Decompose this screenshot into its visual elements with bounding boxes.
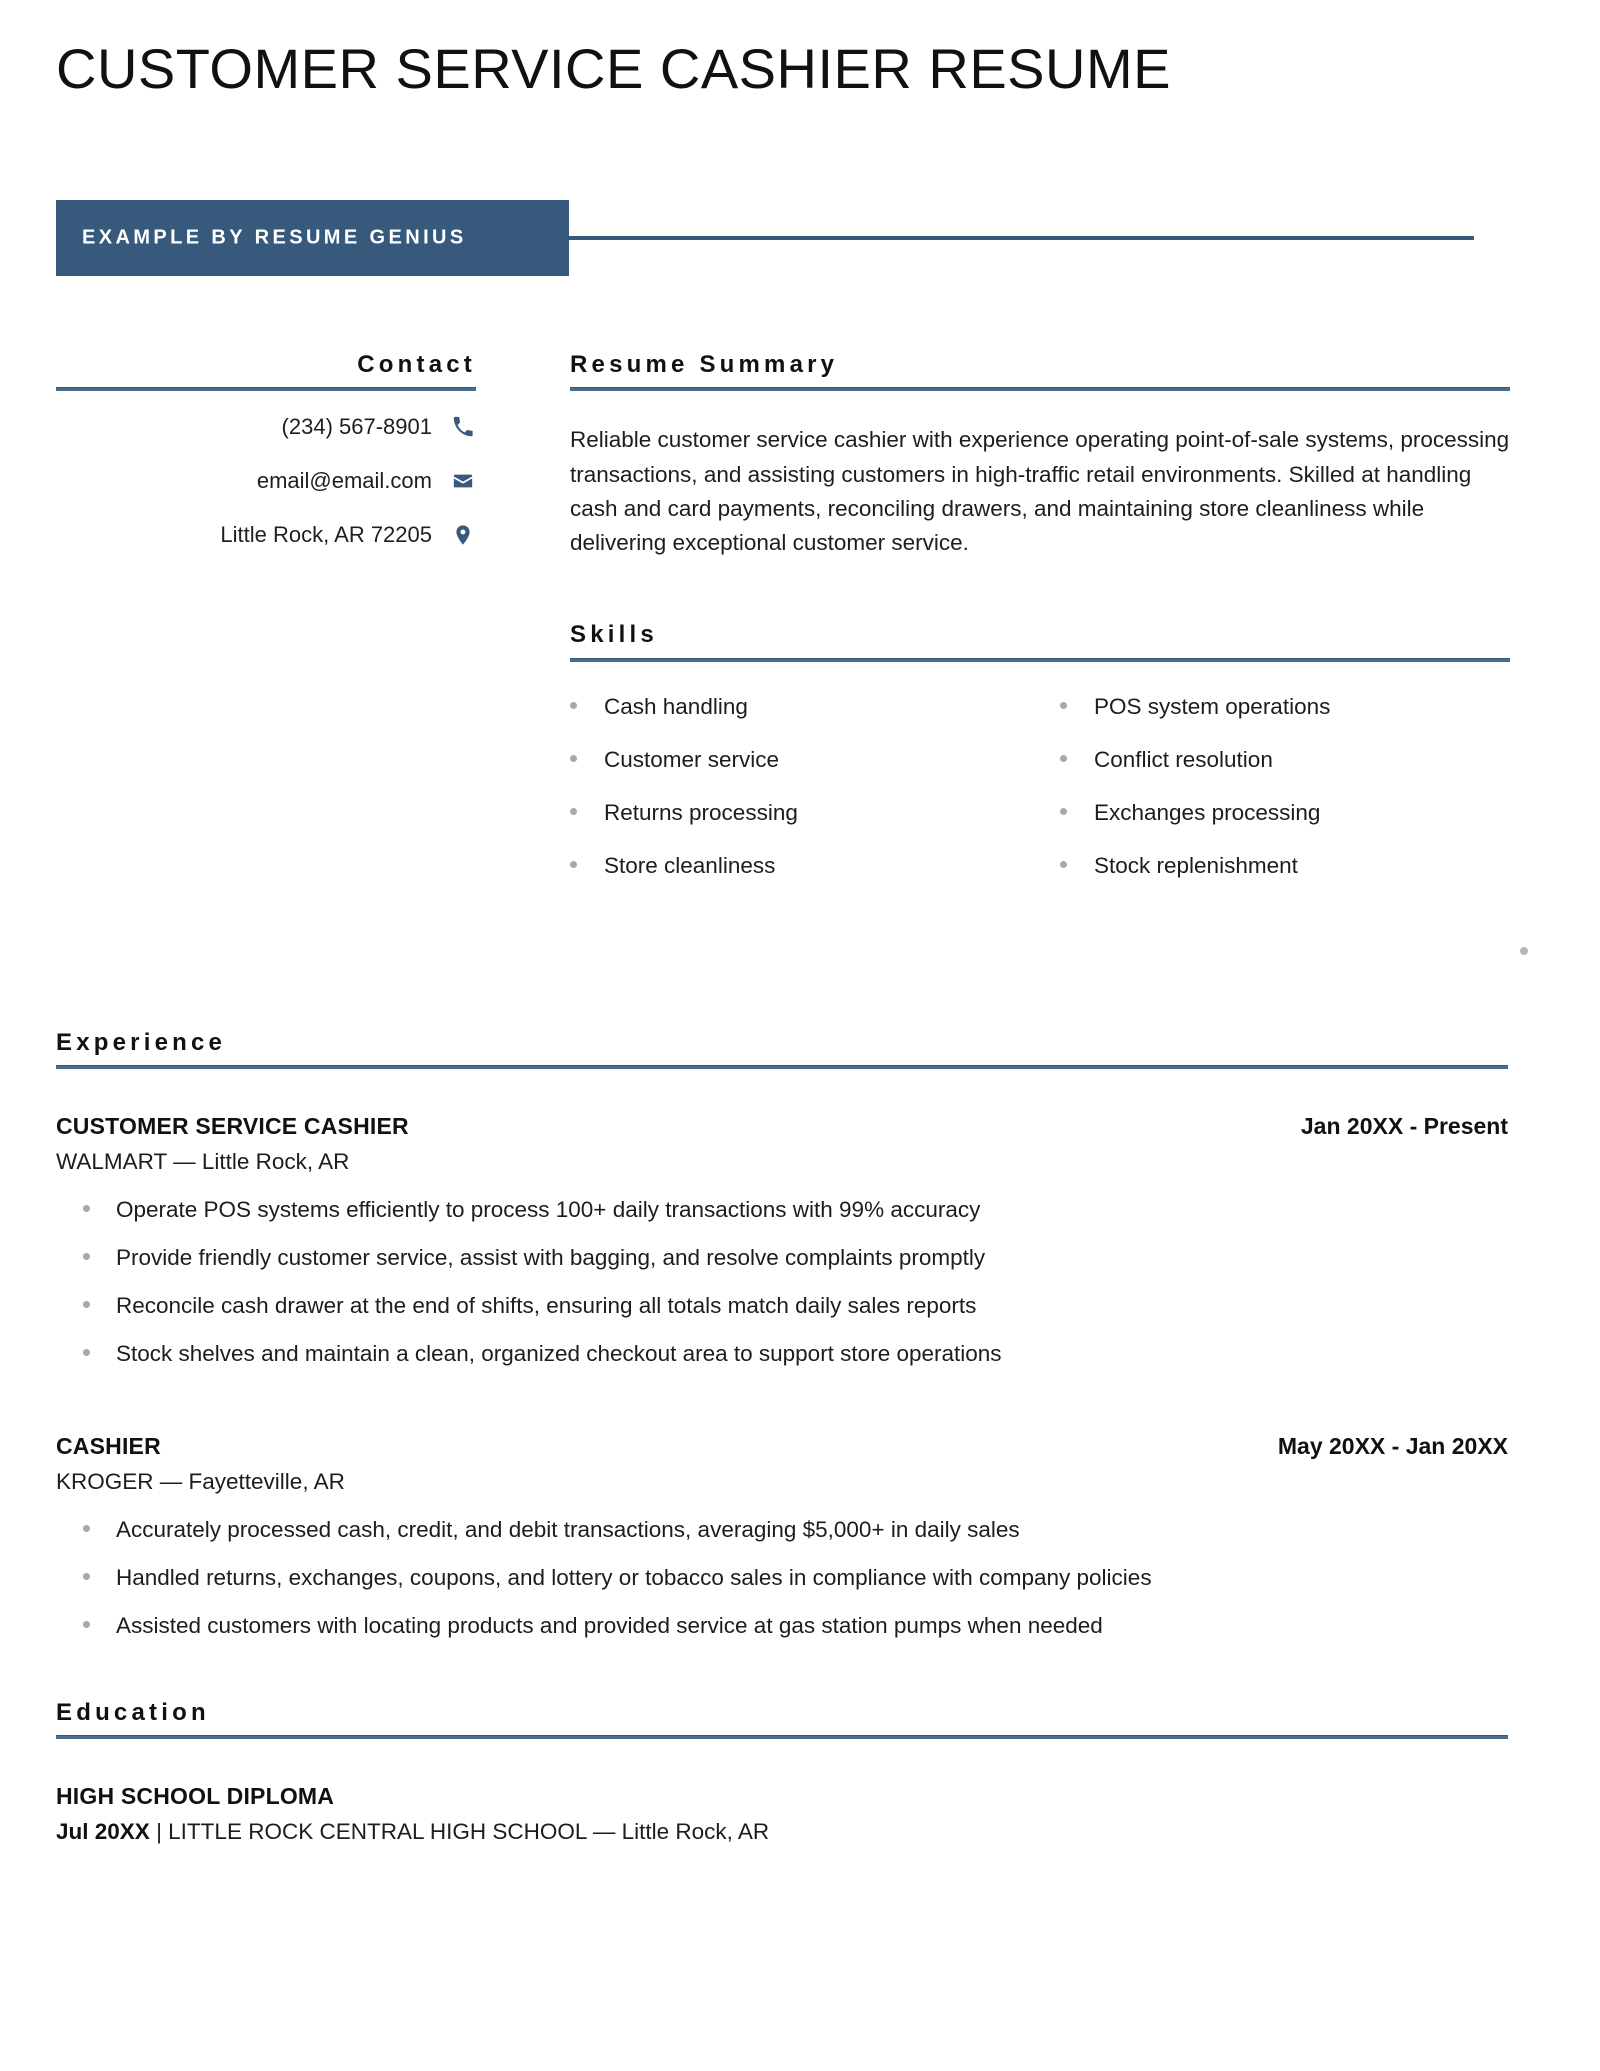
skills-heading: Skills [570, 621, 658, 649]
skill-item [570, 747, 1020, 800]
skills-divider [570, 658, 1510, 662]
contact-list [56, 413, 476, 549]
bullet-dot-icon [83, 1205, 90, 1212]
education-heading: Education [56, 1699, 210, 1726]
job-bullets [56, 1517, 1508, 1661]
education-entry [56, 1783, 1508, 1845]
byline-label: EXAMPLE BY RESUME GENIUS [82, 226, 467, 249]
summary-text: Reliable customer service cashier with experience operating point-of-sale systems, processing transactions, and assisting customers in high-traffic retail environments. Skilled at handling cash and card payments, reconciling drawers, and maintaining store cleanliness while delivering exceptional customer service. [570, 427, 1510, 555]
contact-heading: Contact [357, 351, 476, 378]
education-separator: | [149, 1819, 169, 1845]
summary-section [570, 352, 1510, 560]
summary-divider [570, 387, 1510, 391]
skills-grid [570, 694, 1510, 906]
list-item [56, 1613, 1508, 1661]
list-item [56, 1245, 1508, 1293]
job-title: CUSTOMER SERVICE CASHIER [56, 1113, 409, 1140]
education-degree: HIGH SCHOOL DIPLOMA [56, 1783, 335, 1810]
list-item [56, 1197, 1508, 1245]
bullet-dot-icon [1060, 755, 1067, 762]
right-column [570, 352, 1510, 906]
contact-location-value: Little Rock, AR 72205 [220, 522, 432, 548]
experience-entry-header [56, 1113, 1508, 1140]
job-date: May 20XX - Jan 20XX [1277, 1433, 1508, 1460]
skill-item [1060, 800, 1510, 853]
skill-label: Store cleanliness [604, 852, 776, 878]
bullet-text: Handled returns, exchanges, coupons, and lottery or tobacco sales in compliance with company policies [116, 1565, 1152, 1591]
experience-entry-header [56, 1433, 1508, 1460]
bullet-text: Stock shelves and maintain a clean, organized checkout area to support store operations [116, 1341, 1002, 1367]
contact-divider [56, 387, 476, 391]
contact-section [56, 352, 476, 575]
summary-heading: Resume Summary [570, 351, 839, 378]
skill-label: Conflict resolution [1094, 746, 1273, 772]
experience-entry [56, 1113, 1508, 1389]
page-title: CUSTOMER SERVICE CASHIER RESUME [56, 37, 1171, 100]
phone-icon [450, 416, 476, 438]
contact-item-email[interactable] [56, 467, 476, 495]
bullet-dot-icon [1060, 808, 1067, 815]
education-divider [56, 1735, 1508, 1739]
bullet-text: Accurately processed cash, credit, and debit transactions, averaging $5,000+ in daily sales [116, 1517, 1020, 1543]
byline-divider [569, 236, 1474, 240]
bullet-dot-icon [83, 1573, 90, 1580]
bullet-dot-icon [570, 702, 577, 709]
skill-item [570, 800, 1020, 853]
skill-item [1060, 853, 1510, 906]
skill-label: POS system operations [1094, 693, 1331, 719]
contact-item-location[interactable] [56, 521, 476, 549]
bullet-dot-icon [1060, 702, 1067, 709]
skill-label: Returns processing [604, 799, 798, 825]
job-title: CASHIER [56, 1433, 161, 1460]
list-item [56, 1565, 1508, 1613]
contact-email-value: email@email.com [256, 468, 432, 494]
bullet-dot-icon [83, 1349, 90, 1356]
bullet-dot-icon [83, 1301, 90, 1308]
bullet-dot-icon [570, 755, 577, 762]
bullet-dot-icon [83, 1621, 90, 1628]
job-date: Jan 20XX - Present [1300, 1113, 1508, 1140]
education-section [56, 1700, 1508, 1845]
bullet-text: Provide friendly customer service, assist with bagging, and resolve complaints promptly [116, 1245, 986, 1271]
skill-label: Exchanges processing [1094, 799, 1321, 825]
list-item [56, 1517, 1508, 1565]
envelope-icon [450, 470, 476, 492]
contact-phone-value: (234) 567-8901 [281, 414, 432, 440]
bullet-dot-icon [570, 861, 577, 868]
skill-item [1060, 747, 1510, 800]
bullet-text: Operate POS systems efficiently to process 100+ daily transactions with 99% accuracy [116, 1197, 981, 1223]
experience-section [56, 1030, 1508, 1661]
education-detail [56, 1819, 1508, 1845]
experience-divider [56, 1065, 1508, 1069]
skills-section [570, 622, 1510, 905]
list-item [56, 1293, 1508, 1341]
skill-label: Stock replenishment [1094, 852, 1298, 878]
list-item [56, 1341, 1508, 1389]
experience-heading: Experience [56, 1029, 227, 1056]
bullet-dot-icon [83, 1525, 90, 1532]
contact-item-phone[interactable] [56, 413, 476, 441]
byline-row [56, 200, 1474, 276]
stray-bullet-dot-icon [1520, 947, 1528, 955]
bullet-dot-icon [83, 1253, 90, 1260]
skill-label: Customer service [604, 746, 780, 772]
education-school: LITTLE ROCK CENTRAL HIGH SCHOOL — Little Rock, AR [168, 1819, 770, 1845]
skill-item [570, 853, 1020, 906]
experience-entry [56, 1433, 1508, 1661]
job-bullets [56, 1197, 1508, 1389]
bullet-dot-icon [1060, 861, 1067, 868]
skill-label: Cash handling [604, 693, 748, 719]
bullet-text: Reconcile cash drawer at the end of shifts, ensuring all totals match daily sales reports [116, 1293, 977, 1319]
location-pin-icon [450, 524, 476, 546]
byline-badge [56, 200, 569, 276]
bullet-dot-icon [570, 808, 577, 815]
job-company: KROGER — Fayetteville, AR [56, 1469, 345, 1495]
education-date: Jul 20XX [56, 1819, 150, 1845]
bullet-text: Assisted customers with locating products and provided service at gas station pumps when needed [116, 1613, 1103, 1639]
skill-item [570, 694, 1020, 747]
skill-item [1060, 694, 1510, 747]
job-company: WALMART — Little Rock, AR [56, 1149, 350, 1175]
